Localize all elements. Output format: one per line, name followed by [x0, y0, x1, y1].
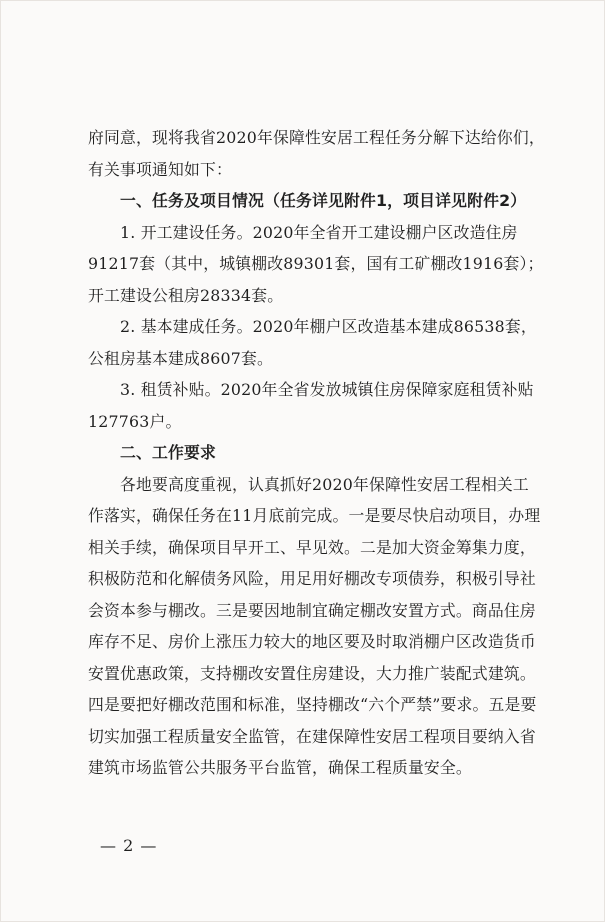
document-body — [88, 122, 548, 784]
page-number: — 2 — — [100, 836, 158, 855]
paragraph-line: 府同意，现将我省2020年保障性安居工程任务分解下达给你们， — [88, 128, 545, 147]
paragraph-line: 安置优惠政策，支持棚改安置住房建设，大力推广装配式建筑。 — [88, 663, 536, 683]
section-heading: 二、工作要求 — [120, 443, 216, 462]
paragraph-line: 四是要把好棚改范围和标准，坚持棚改“六个严禁”要求。五是要 — [88, 695, 537, 714]
paragraph-line: 作落实，确保任务在11月底前完成。一是要尽快启动项目，办理 — [88, 506, 541, 525]
paragraph-line: 2. 基本建成任务。2020年棚户区改造基本建成86538套， — [120, 317, 537, 336]
paragraph-line: 1. 开工建设任务。2020年全省开工建设棚户区改造住房 — [120, 222, 518, 242]
paragraph-line: 会资本参与棚改。三是要因地制宜确定棚改安置方式。商品住房 — [88, 600, 536, 620]
paragraph-line: 各地要高度重视，认真抓好2020年保障性安居工程相关工 — [120, 474, 529, 494]
paragraph-line: 建筑市场监管公共服务平台监管，确保工程质量安全。 — [88, 758, 472, 777]
paragraph-line: 127763户。 — [88, 411, 182, 431]
paragraph-line: 库存不足、房价上涨压力较大的地区要及时取消棚户区改造货币 — [88, 632, 536, 651]
paragraph-line: 3. 租赁补贴。2020年全省发放城镇住房保障家庭租赁补贴 — [120, 380, 534, 399]
paragraph-line: 切实加强工程质量安全监管，在建保障性安居工程项目要纳入省 — [88, 726, 536, 746]
paragraph-line: 相关手续，确保项目早开工、早见效。二是加大资金筹集力度， — [88, 537, 536, 557]
paragraph-line: 公租房基本建成8607套。 — [88, 348, 273, 368]
paragraph-line: 有关事项通知如下： — [88, 159, 232, 179]
section-heading: 一、任务及项目情况（任务详见附件1，项目详见附件2） — [120, 191, 527, 210]
paragraph-line: 91217套（其中，城镇棚改89301套，国有工矿棚改1916套）； — [88, 254, 544, 273]
paragraph-line: 积极防范和化解债务风险，用足用好棚改专项债券，积极引导社 — [88, 569, 536, 588]
paragraph-line: 开工建设公租房28334套。 — [88, 285, 284, 305]
